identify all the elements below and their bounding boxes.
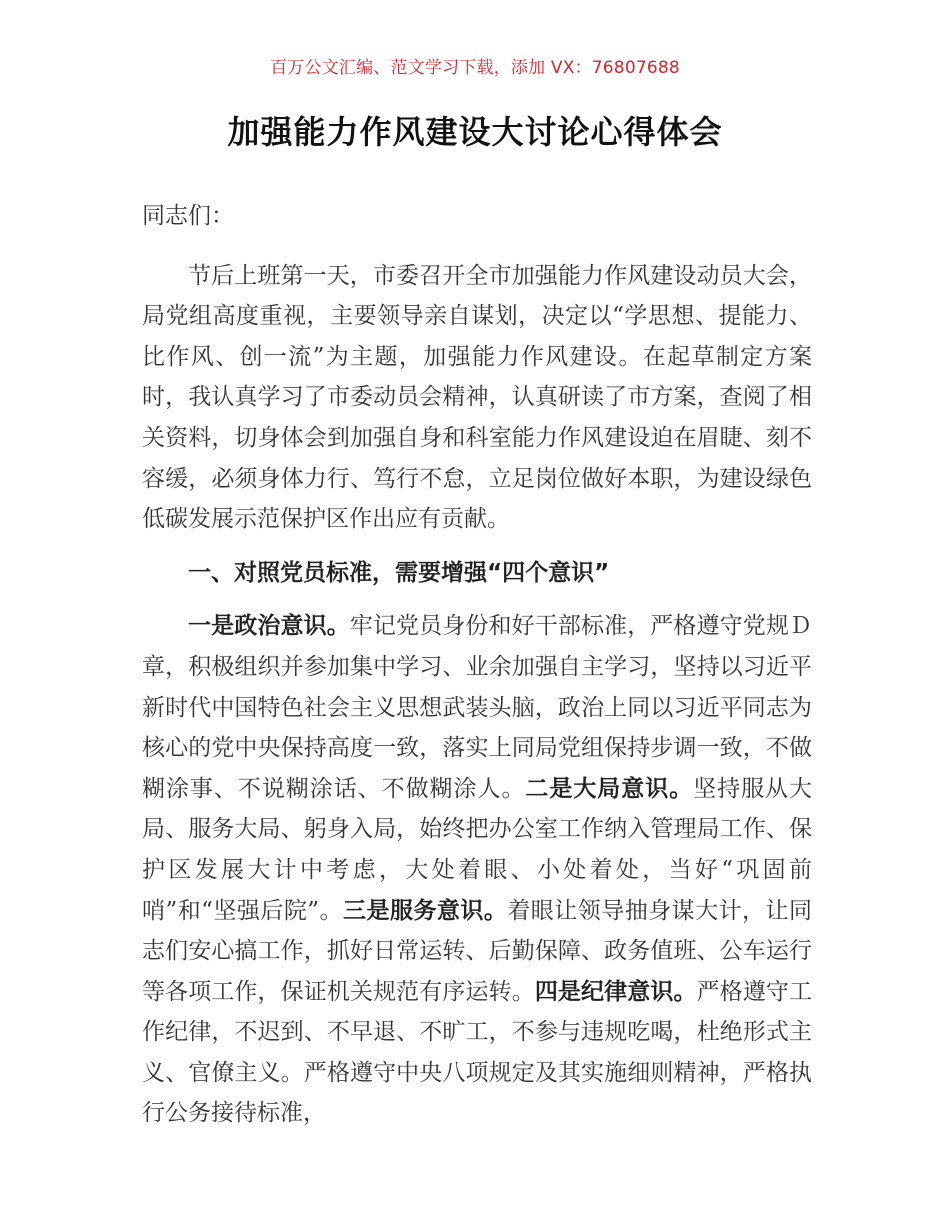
item-lead-overall: 二是大局意识。 (525, 775, 694, 802)
item-text-discipline: 严格遵守工作纪律，不迟到、不早退、不旷工，不参与违规吃喝，杜绝形式主义、官僚主义。严格遵守中央八项规定及其实施细则精神，严格执行公务接待标准， (142, 978, 813, 1127)
intro-paragraph: 节后上班第一天，市委召开全市加强能力作风建设动员大会，局党组高度重视，主要领导亲自谋划，决定以“学思想、提能力、比作风、创一流”为主题，加强能力作风建设。在起草制定方案时，我认真学习了市委动员会精神，认真研读了市方案，查阅了相关资料，切身体会到加强自身和科室能力作风建设迫在眉睫、刻不容缓，必须身体力行、笃行不怠，立足岗位做好本职，为建设绿色低碳发展示范保护区作出应有贡献。 (142, 262, 812, 533)
item-lead-service: 三是服务意识。 (343, 897, 508, 924)
item-lead-discipline: 四是纪律意识。 (534, 978, 697, 1005)
document-body (142, 196, 812, 1147)
item-text-political: 牢记党员身份和好干部标准，严格遵守党规Ｄ章，积极组织并参加集中学习、业余加强自主学习，坚持以习近平新时代中国特色社会主义思想武装头脑，政治上同以习近平同志为核心的党中央保持高度一致，落实上同局党组保持步调一致，不做糊涂事、不说糊涂话、不做糊涂人。 (142, 613, 813, 802)
greeting: 同志们： (142, 203, 234, 229)
document-title: 加强能力作风建设大讨论心得体会 (227, 113, 723, 151)
section-heading: 一、对照党员标准，需要增强“四个意识” (188, 559, 610, 586)
section-paragraph (142, 606, 812, 1134)
item-text-service: 着眼让领导抽身谋大计，让同志们安心搞工作，抓好日常运转、后勤保障、政务值班、公车运行等各项工作，保证机关规范有序运转。 (142, 897, 813, 1005)
item-lead-political: 一是政治意识。 (188, 613, 350, 640)
item-text-overall: 坚持服从大局、服务大局、躬身入局，始终把办公室工作纳入管理局工作、保护区发展大计中考虑，大处着眼、小处着处，当好“巩固前哨”和“坚强后院”。 (142, 775, 813, 924)
watermark-banner: 百万公文汇编、范文学习下载，添加 VX：76807688 (270, 58, 680, 78)
